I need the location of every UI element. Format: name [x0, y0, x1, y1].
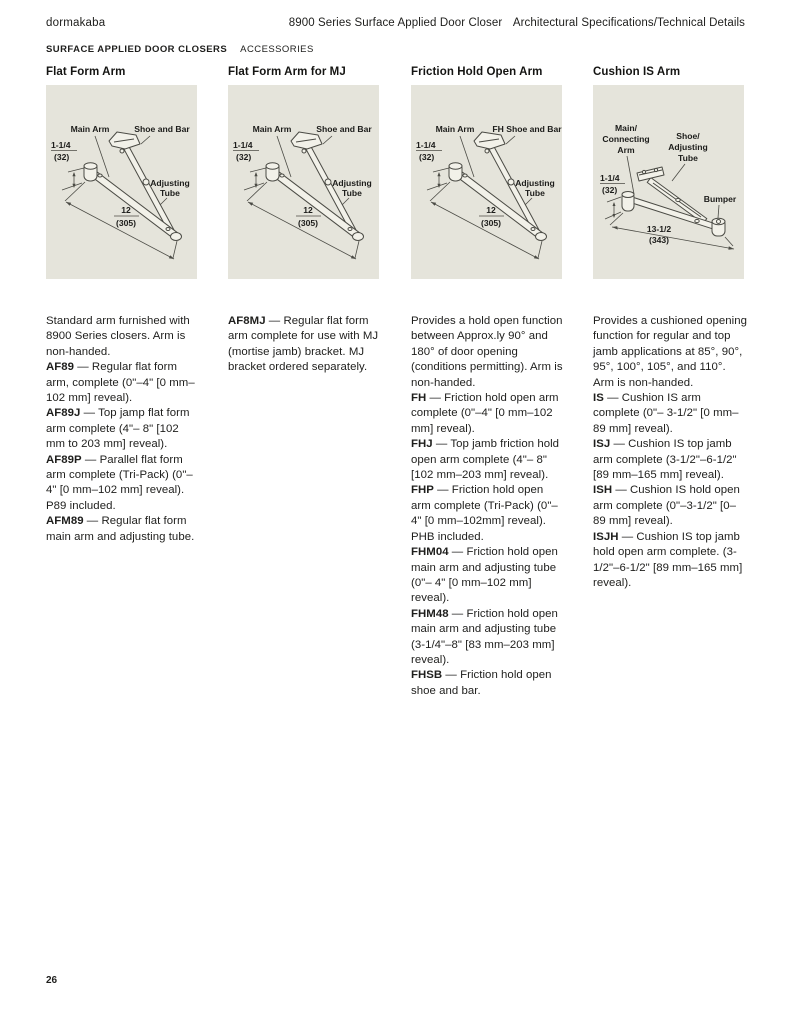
label-shoe-adjusting: Adjusting — [668, 142, 708, 152]
flat-arm-diagram — [228, 85, 379, 279]
label-dim-left-in: 1-1/4 — [51, 140, 71, 150]
arm-hole — [98, 174, 102, 177]
description-paragraph — [46, 514, 201, 545]
product-code: ISH — [593, 484, 613, 497]
cushion-arm-diagram — [593, 85, 744, 279]
description-text: Provides a hold open function between Approx.ly 90° and 180° of door opening (conditions permitting). Arm is non-handed. — [411, 315, 563, 389]
description-text: — Cushion IS top jamb hold open arm complete. (3-1/2"–6-1/2" [89 mm–165 mm] reveal). — [593, 530, 743, 589]
column-title: Cushion IS Arm — [593, 66, 681, 78]
product-code: AF8MJ — [228, 315, 266, 327]
diagram-friction-hold-open-arm — [411, 85, 562, 279]
label-dim-bottom-mm: (305) — [115, 218, 137, 228]
product-code: FHM04 — [411, 546, 449, 559]
arm-hole — [348, 228, 352, 231]
column-cushion-is-arm — [593, 66, 748, 589]
column-description — [411, 314, 566, 699]
description-paragraph — [46, 360, 201, 406]
arm-hole — [166, 228, 170, 231]
shoe-screw — [485, 149, 489, 153]
description-text: — Friction hold open arm complete (0"–4" [0 mm–102 mm] reveal). — [411, 392, 559, 435]
column-title: Friction Hold Open Arm — [411, 66, 543, 78]
flat-arm-diagram — [411, 85, 562, 279]
label-dim-bottom-in: 12 — [303, 205, 313, 215]
product-code: ISJ — [593, 438, 611, 451]
section-subheader — [46, 44, 314, 55]
column-flat-form-arm-mj — [228, 66, 379, 374]
description-paragraph — [46, 406, 201, 452]
description-text: Provides a cushioned opening function for regular and top jamb applications at 85°, 90°, 95°, 100°, 105°, and 110°. Arm is non-handed. — [593, 315, 748, 389]
description-text: — Cushion IS top jamb arm complete (3-1/2"–6-1/2" [89 mm–165 mm] reveal). — [593, 438, 737, 482]
description-text: — Regular flat form arm complete for use with MJ (mortise jamb) bracket. MJ bracket ordered separately. — [228, 315, 379, 374]
description-text: — Top jamp flat form arm complete (4"– 8" [102 mm to 203 mm] reveal). — [46, 407, 190, 451]
subheader-topic: ACCESSORIES — [240, 44, 314, 55]
shoe-screw — [302, 149, 306, 153]
tube-bolt — [508, 179, 514, 185]
tube-bolt — [143, 179, 149, 185]
subheader-category: SURFACE APPLIED DOOR CLOSERS — [46, 44, 228, 55]
product-code: FHJ — [411, 438, 433, 451]
label-main-connecting: Arm — [617, 145, 635, 155]
label-main-connecting: Main/ — [615, 123, 637, 133]
label-dim-bottom-in: 12 — [121, 205, 131, 215]
label-dim-bottom-mm: (305) — [297, 218, 319, 228]
column-title: Flat Form Arm for MJ — [228, 66, 346, 78]
arm-hole — [280, 174, 284, 177]
shoe-screw — [642, 170, 645, 173]
label-dim-bottom-mm: (305) — [480, 218, 502, 228]
diagram-flat-form-arm-mj — [228, 85, 379, 279]
product-code: FHSB — [411, 669, 443, 682]
description-paragraph — [228, 314, 383, 376]
flat-arm-diagram — [46, 85, 197, 279]
description-text: — Friction hold open main arm and adjusting tube (3-1/4"–8" [83 mm–203 mm] reveal). — [411, 607, 558, 666]
label-dim-left-mm: (32) — [419, 152, 435, 162]
description-paragraph — [46, 314, 201, 360]
label-main-connecting: Connecting — [602, 134, 650, 144]
description-text: — Regular flat form main arm and adjusting tube. — [46, 515, 195, 543]
label-dim-bottom-in: 12 — [486, 205, 496, 215]
arm-hole — [695, 219, 699, 222]
label-tube: Tube — [342, 188, 362, 198]
brand-logo: dormakaba — [46, 17, 106, 29]
label-main-arm: Main Arm — [435, 124, 475, 134]
label-dim-left-mm: (32) — [54, 152, 70, 162]
arm-end-cap — [171, 233, 182, 241]
description-paragraph — [46, 453, 201, 515]
label-shoe-and-bar: Shoe and Bar — [316, 124, 372, 134]
label-shoe-and-bar: Shoe and Bar — [134, 124, 190, 134]
product-code: IS — [593, 392, 604, 405]
description-text: — Regular flat form arm, complete (0"–4" [0 mm–102 mm] reveal). — [46, 361, 195, 405]
column-title: Flat Form Arm — [46, 66, 126, 78]
arm-hole — [463, 174, 467, 177]
product-code: AF89 — [46, 361, 75, 374]
product-code: AF89J — [46, 407, 81, 420]
page-number: 26 — [46, 975, 58, 986]
description-text: — Cushion IS arm complete (0"– 3-1/2" [0 mm–89 mm] reveal). — [593, 392, 739, 435]
label-shoe-and-bar: FH Shoe and Bar — [492, 124, 562, 134]
label-dim-left-mm: (32) — [236, 152, 252, 162]
diagram-cushion-is-arm — [593, 85, 744, 279]
label-shoe-adjusting: Tube — [678, 153, 698, 163]
label-dim-bottom-mm: (343) — [648, 235, 670, 245]
description-paragraph — [411, 391, 566, 437]
description-paragraph — [593, 437, 748, 483]
description-paragraph — [411, 437, 566, 483]
shoe-screw — [120, 149, 124, 153]
label-tube: Tube — [525, 188, 545, 198]
tube-slot — [676, 198, 680, 201]
label-dim-left-in: 1-1/4 — [233, 140, 253, 150]
description-paragraph — [411, 545, 566, 607]
description-text: — Parallel flat form arm complete (Tri-Pack) (0"– 4" [0 mm–102 mm] reveal). P89 included. — [46, 453, 193, 512]
column-description — [228, 314, 383, 376]
column-description — [593, 314, 748, 591]
label-main-arm: Main Arm — [70, 124, 110, 134]
product-code: AF89P — [46, 453, 82, 466]
column-flat-form-arm — [46, 66, 197, 543]
label-adjusting: Adjusting — [515, 178, 555, 188]
description-text: — Cushion IS hold open arm complete (0"–3-1/2" [0–89 mm] reveal). — [593, 484, 740, 528]
product-code: FHM48 — [411, 607, 449, 620]
label-adjusting: Adjusting — [332, 178, 372, 188]
column-description — [46, 314, 201, 545]
product-code: ISJH — [593, 530, 619, 543]
label-shoe-adjusting: Shoe/ — [676, 131, 700, 141]
arm-end-cap — [353, 233, 364, 241]
label-dim-left-in: 1-1/4 — [600, 173, 620, 183]
product-code: FH — [411, 392, 427, 405]
column-friction-hold-open-arm — [411, 66, 563, 697]
label-dim-left-mm: (32) — [602, 185, 618, 195]
label-tube: Tube — [160, 188, 180, 198]
description-text: — Top jamb friction hold open arm complete (4"– 8" [102 mm–203 mm] reveal). — [411, 438, 560, 482]
label-adjusting: Adjusting — [150, 178, 190, 188]
description-paragraph — [411, 314, 566, 391]
product-code: FHP — [411, 484, 434, 497]
description-paragraph — [593, 483, 748, 529]
description-paragraph — [411, 607, 566, 669]
description-text: — Friction hold open shoe and bar. — [411, 669, 552, 697]
label-main-arm: Main Arm — [252, 124, 292, 134]
description-paragraph — [593, 391, 748, 437]
description-paragraph — [593, 530, 748, 592]
description-paragraph — [411, 483, 566, 545]
label-dim-left-in: 1-1/4 — [416, 140, 436, 150]
tube-bolt — [325, 179, 331, 185]
description-paragraph — [411, 668, 566, 699]
label-dim-bottom-in: 13-1/2 — [646, 224, 672, 234]
document-title: 8900 Series Surface Applied Door Closer — [288, 17, 503, 29]
diagram-flat-form-arm — [46, 85, 197, 279]
description-text: Standard arm furnished with 8900 Series closers. Arm is non-handed. — [46, 315, 190, 358]
arm-end-cap — [536, 233, 547, 241]
shoe-screw — [654, 168, 657, 171]
product-code: AFM89 — [46, 515, 84, 528]
description-text: — Friction hold open main arm and adjusting tube (0"– 4" [0 mm–102 mm] reveal). — [411, 546, 558, 605]
arm-hole — [531, 228, 535, 231]
description-text: — Friction hold open arm complete (Tri-Pack) (0"– 4" [0 mm–102mm] reveal). PHB included. — [411, 484, 558, 543]
label-bumper: Bumper — [703, 194, 737, 204]
document-section: Architectural Specifications/Technical Details — [512, 17, 745, 29]
description-paragraph — [593, 314, 748, 391]
